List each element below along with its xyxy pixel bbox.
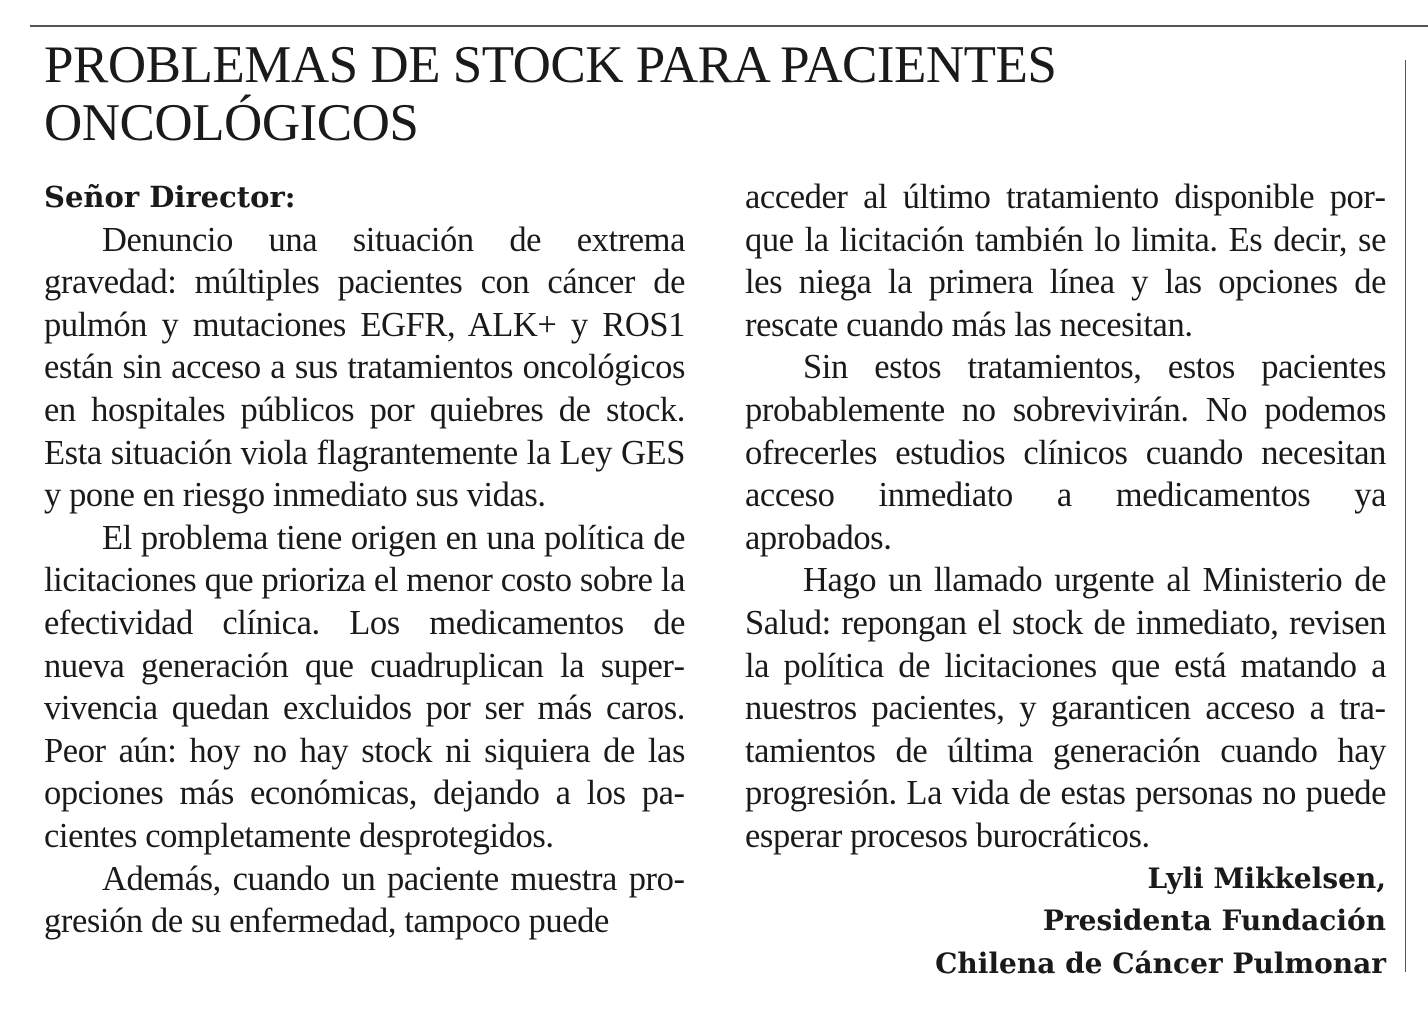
signature-role: Presidenta Fundación	[1042, 904, 1386, 938]
left-column	[44, 176, 685, 943]
column-divider-rule	[1405, 60, 1406, 972]
paragraph-3: Además, cuando un paciente muestra progresión de su enfermedad, tampoco puede	[44, 859, 685, 941]
paragraph-5: Hago un llamado urgente al Ministerio de Salud: repongan el stock de inmediato, revisen la política de licitaciones que está matando a nuestros pacientes, y garanticen acceso a tratamientos de última generación cuando hay progresión. La vida de estas personas no puede esperar procesos burocráticos.	[745, 561, 1386, 855]
signature-organization: Chilena de Cáncer Pulmonar	[935, 946, 1386, 980]
paragraph-4: Sin estos tratamientos, estos pacientes probablemente no sobrevivirán. No podemos ofrecerles estudios clínicos cuando necesitan acceso inmediato a medicamentos ya aprobados.	[745, 348, 1386, 557]
paragraph-2: El problema tiene origen en una política de licitaciones que prioriza el menor costo sobre la efectividad clínica. Los medicamentos de nueva generación que cuadruplican la supervivencia quedan excluidos por ser más caros. Peor aún: hoy no hay stock ni siquiera de las opciones más económicas, dejando a los pacientes completamente desprotegidos.	[44, 518, 685, 855]
right-column	[745, 176, 1386, 985]
salutation: Señor Director:	[44, 180, 296, 214]
top-divider-rule	[30, 25, 1428, 27]
paragraph-1: Denuncio una situación de extrema gravedad: múltiples pacientes con cáncer de pulmón y mutaciones EGFR, ALK+ y ROS1 están sin acceso a sus tratamientos oncológicos en hospitales públicos por quiebres de stock. Esta situación viola flagrantemente la Ley GES y pone en riesgo inmediato sus vidas.	[44, 220, 685, 515]
headline: PROBLEMAS DE STOCK PARA PACIENTES ONCOLÓGICOS	[44, 36, 1057, 152]
signature-name: Lyli Mikkelsen,	[1147, 861, 1386, 895]
signature-block	[745, 858, 1386, 986]
paragraph-3-continued: acceder al último tratamiento disponible porque la licitación también lo limita. Es decir, se les niega la primera línea y las opciones de rescate cuando más las necesitan.	[745, 178, 1386, 344]
